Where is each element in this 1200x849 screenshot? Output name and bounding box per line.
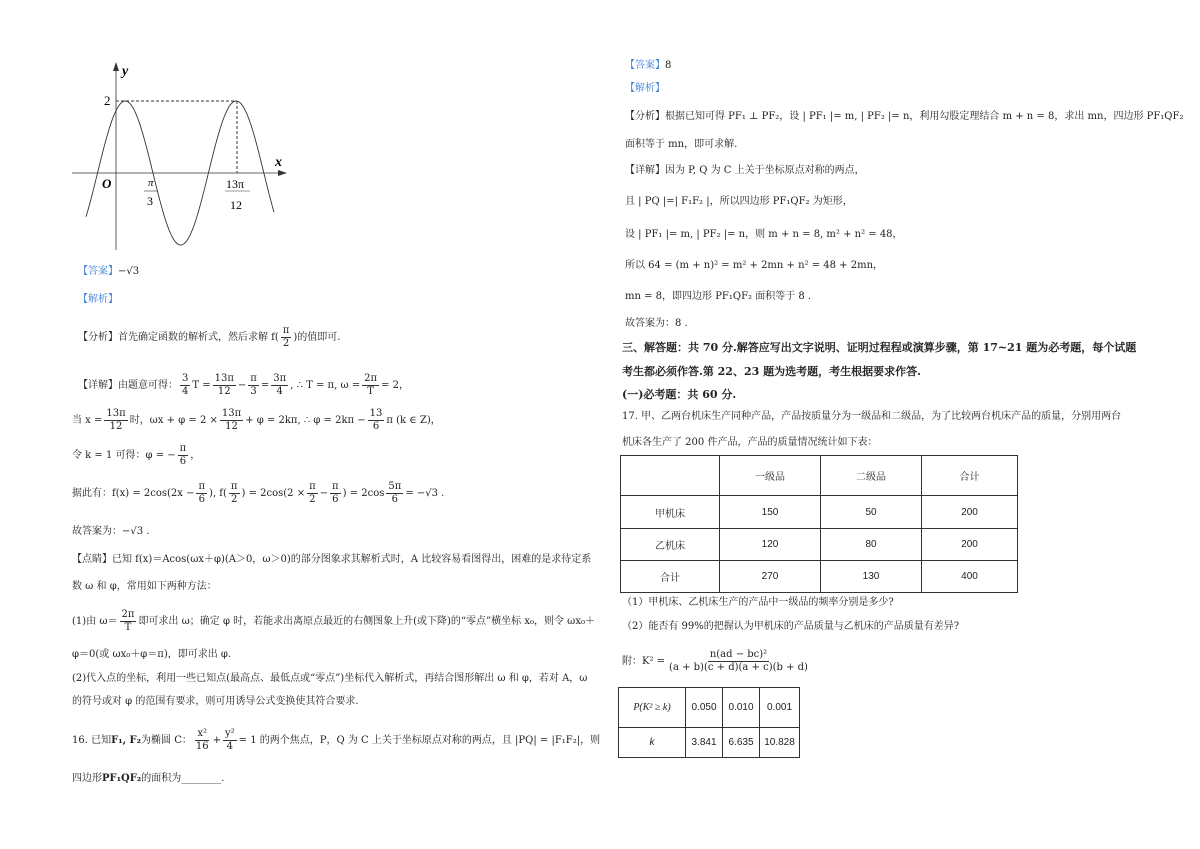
fraction [248,374,259,397]
text-line [622,412,1121,422]
cell: 6.635 [723,728,760,758]
text-run: 【详解】由题意可得： [78,379,178,391]
text-run: ， [190,449,201,461]
header-cell: 一级品 [720,456,821,496]
numerator: π [282,325,290,336]
numerator: π [230,481,238,492]
numerator: π [250,373,257,384]
text-run: 数 ω 和 φ，常用如下两种方法： [72,581,217,592]
text-line [625,61,671,71]
cell: 3.841 [686,728,723,758]
text-line [625,319,688,329]
quality-table [620,455,1018,593]
x-axis-label: x [275,155,282,170]
text-run: ) = 2cos [342,487,385,499]
text-line [72,582,217,592]
denominator: (a + b)(c + d)(a + c)(b + d) [669,662,808,673]
text-line [72,555,591,565]
fraction [281,326,292,349]
denominator: 2 [309,494,316,505]
text-run: 的符号或对 φ 的范围有要求，则可用诱导公式变换使其符合要求. [72,696,359,707]
text-run: π (k ∈ Z)， [386,414,441,426]
header-cell [621,456,720,496]
bold-text: PF₁QF₂ [102,773,142,784]
text-run: 17. 甲、乙两台机床生产同种产品，产品按质量分为一级品和二级品，为了比较两台机床产品的质量，分别用两台 [622,411,1122,422]
cell: 合计 [621,561,720,593]
text-line [625,84,665,94]
max-label: 2 [104,93,111,108]
denominator: 6 [179,456,187,467]
text-line [622,366,921,377]
text-run: 故答案为：8 . [625,318,688,329]
denominator: 3 [250,386,257,397]
text-run: = 2， [381,379,410,391]
text-line [622,650,812,673]
origin-label: O [102,176,112,191]
denominator: 16 [195,741,209,752]
text-line [625,166,865,176]
header-cell: 合计 [922,456,1018,496]
numerator: π [332,481,339,492]
fraction [178,444,189,467]
text-run: 面积等于 mn，即可求解. [625,139,738,150]
section-label: 【解析】 [625,83,665,94]
denominator: 12 [225,421,238,432]
cell: 130 [821,561,922,593]
text-line [625,140,737,150]
table-row [621,561,1018,593]
bold-text: F₁, F₂ [111,734,142,746]
numerator: 13π [214,373,234,384]
denominator: 4 [182,386,189,397]
numerator: 13 [369,408,383,419]
cell: k [619,728,686,758]
numerator: n(ad − bc)² [709,649,768,660]
table-row [619,728,800,758]
text-run: ), f( [209,487,227,499]
text-run: 为椭圆 C： [141,734,192,746]
fraction [386,482,403,505]
text-line [72,774,224,784]
fraction [196,482,207,505]
text-line [72,444,200,467]
text-run: + φ = 2kπ, ∴ φ = 2kπ − [245,414,366,426]
text-line [622,438,877,448]
text-line [625,261,883,271]
fraction [194,729,211,752]
header-cell: 二级品 [821,456,922,496]
numerator: 3 [182,373,189,384]
text-run: )的值即可. [293,331,341,343]
y-axis-arrow-icon [113,62,119,71]
cell: 0.050 [686,688,723,728]
text-run: (1)由 ω＝ [72,615,118,627]
numerator: y² [224,728,235,739]
text-line [625,112,1183,122]
text-line [72,610,595,633]
fraction [120,610,137,633]
denominator: 6 [332,494,339,505]
numerator: π [179,443,187,454]
numerator: 13π [106,408,126,419]
text-run: = −√3 . [405,487,445,499]
text-run: + [212,734,221,746]
text-run: = [260,379,270,391]
table-row [619,688,800,728]
text-line [625,230,903,240]
text-run: , ∴ T = π, ω = [290,379,361,391]
numerator: 3π [273,373,287,384]
text-run: 四边形 [72,773,102,784]
text-run: 的面积为________. [141,773,225,784]
denominator: 4 [226,741,233,752]
text-run: （2）能否有 99%的把握认为甲机床的产品质量与乙机床的产品质量有差异? [622,621,960,632]
text-run: φ＝0(或 ωx₀＋φ＝π)，即可求出 φ. [72,649,232,660]
fraction [220,409,243,432]
text-line [72,482,444,505]
fraction [229,482,240,505]
denominator: 2 [282,338,290,349]
numerator: 13π [221,408,242,419]
text-run: ) = 2cos(2 × [241,487,306,499]
text-line [625,292,811,302]
text-run: 且 | PQ |=| F₁F₂ |，所以四边形 PF₁QF₂ 为矩形， [625,196,853,207]
bold-text: 三、解答题：共 70 分.解答应写出文字说明、证明过程程或演算步骤，第 17~21 题为必考题，每个试题 [622,341,1137,354]
x-axis-arrow-icon [278,170,287,176]
denominator: 6 [198,494,205,505]
text-line [72,674,587,684]
text-run: 即可求出 ω；确定 φ 时，若能求出离原点最近的右侧图象上升(或下降)的“零点”横坐标 x₀，则令 ωx₀＋ [138,615,595,627]
text-run: 令 k = 1 可得：φ = − [72,449,176,461]
text-line [622,622,959,632]
numerator: 2π [364,373,378,384]
text-line [72,729,600,752]
cell: 200 [922,529,1018,561]
fraction [667,650,810,673]
cell: 甲机床 [621,496,720,529]
k-squared-table [618,687,800,758]
denominator: 12 [109,421,123,432]
text-run: 【点睛】已知 f(x)＝Acos(ωx＋φ)(A＞0，ω＞0)的部分图象求其解析式时，A 比较容易看图得出，困难的是求待定系 [72,554,592,565]
text-run: 附：K² = [622,655,666,667]
y-axis-label: y [122,64,129,79]
cell: 乙机床 [621,529,720,561]
table-row [621,496,1018,529]
text-line [72,527,149,537]
fraction [307,482,318,505]
cell: 270 [720,561,821,593]
text-run: 设 | PF₁ |= m, | PF₂ |= n，则 m + n = 8, m² + n² = 48， [625,229,903,240]
text-run: 机床各生产了 200 件产品，产品的质量情况统计如下表： [622,437,878,448]
text-run: 所以 64 = (m + n)² = m² + 2mn + n² = 48 + 2mn， [625,260,884,271]
denominator: 2 [231,494,238,505]
denominator: 6 [391,494,399,505]
numerator: π [309,481,316,492]
section-label: 【解析】 [78,294,118,305]
numerator: π [198,481,206,492]
fraction [223,729,237,752]
numerator: 2π [121,609,135,620]
denominator: 4 [276,386,283,397]
text-run: 当 x = [72,414,103,426]
numerator: 5π [388,481,402,492]
bold-text: 考生都必须作答.第 22、23 题为选考题，考生根据要求作答. [622,365,921,378]
tick-13pi-12-den: 12 [230,198,242,212]
cell: 150 [720,496,821,529]
cell: 200 [922,496,1018,529]
fraction [362,374,379,397]
section-label: 【答案】 [625,60,665,71]
function-graph [0,0,600,260]
denominator: T [367,386,374,397]
table-row [621,529,1018,561]
cell: 50 [821,496,922,529]
cell: 10.828 [760,728,800,758]
cell: 80 [821,529,922,561]
text-line [78,267,139,277]
denominator: T [124,622,132,633]
cell: P(K² ≥ k) [619,688,686,728]
tick-13pi-12-num: 13π [226,177,245,191]
text-run: (2)代入点的坐标，利用一些已知点(最高点、最低点或“零点”)坐标代入解析式，再结合图形解出 ω 和 φ，若对 A，ω [72,673,588,684]
text-run: 【详解】因为 P, Q 为 C 上关于坐标原点对称的两点， [625,165,865,176]
text-line [72,650,231,660]
fraction [180,374,190,397]
tick-pi-3-den: 3 [147,194,153,208]
cell: 400 [922,561,1018,593]
text-line [78,326,340,349]
text-line [72,697,359,707]
fraction [271,374,288,397]
fraction [368,409,385,432]
fraction [104,409,127,432]
fraction [330,482,341,505]
text-run: T = [192,379,211,391]
text-run: = 1 的两个焦点，P，Q 为 C 上关于坐标原点对称的两点，且 |PQ| = |F₁F₂|，则 [238,734,601,746]
cell: 0.001 [760,688,800,728]
bold-text: (一)必考题：共 60 分. [622,388,737,401]
text-run: 【分析】根据已知可得 PF₁ ⊥ PF₂，设 | PF₁ |= m, | PF₂ |= n，利用勾股定理结合 m + n = 8，求出 mn，四边形 PF₁QF₂ [625,111,1184,122]
text-line [622,389,736,400]
text-run: 【分析】首先确定函数的解析式，然后求解 f( [78,331,279,343]
numerator: x² [197,728,208,739]
text-line [78,374,409,397]
text-run: 16. 已知 [72,734,112,746]
text-run: −√3 [118,266,140,277]
text-line [625,197,853,207]
denominator: 12 [217,386,231,397]
text-run: − [237,379,247,391]
fraction [213,374,236,397]
text-run: 故答案为：−√3 . [72,526,150,537]
text-run: （1）甲机床、乙机床生产的产品中一级品的频率分别是多少? [622,597,894,608]
text-line [622,342,1136,353]
text-run: 8 [665,60,672,71]
cell: 120 [720,529,821,561]
text-line [72,409,441,432]
text-run: mn = 8，即四边形 PF₁QF₂ 面积等于 8 . [625,291,812,302]
cell: 0.010 [723,688,760,728]
text-run: 时，ωx + φ = 2 × [129,414,218,426]
text-run: − [319,487,329,499]
text-run: 据此有：f(x) = 2cos(2x − [72,487,195,499]
tick-pi-3-num: π [148,177,154,189]
denominator: 6 [372,421,380,432]
text-line [622,598,894,608]
text-line [78,295,118,305]
section-label: 【答案】 [78,266,118,277]
